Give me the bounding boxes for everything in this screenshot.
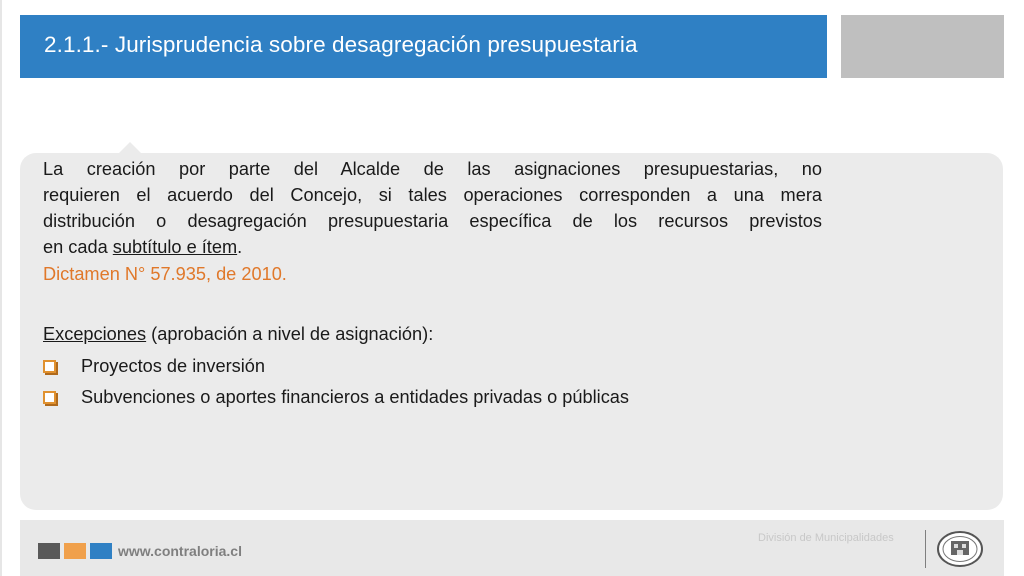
title-side-block (841, 15, 1004, 78)
footer-square-orange (64, 543, 86, 559)
footer-division: División de Municipalidades (758, 532, 894, 544)
footer-square-blue (90, 543, 112, 559)
slide-title: 2.1.1.- Jurisprudencia sobre desagregación presupuestaria (44, 32, 638, 57)
body-line: distribución o desagregación presupuestaria específica de los recursos previstos (43, 211, 822, 231)
list-item-text: Subvenciones o aportes financieros a entidades privadas o públicas (81, 387, 629, 407)
footer-divider (925, 530, 926, 568)
exceptions-rest: (aprobación a nivel de asignación): (146, 324, 434, 344)
body-line: requieren el acuerdo del Concejo, si tales operaciones corresponden a una mera (43, 185, 822, 205)
list-item-text: Proyectos de inversión (81, 356, 265, 376)
ruling-reference: Dictamen N° 57.935, de 2010. (43, 264, 287, 284)
footer-url[interactable]: www.contraloria.cl (118, 543, 242, 559)
body-last-prefix: en cada (43, 237, 113, 257)
checkbox-icon (43, 391, 56, 404)
body-paragraph (43, 156, 822, 260)
contraloria-seal-icon (936, 531, 984, 567)
exceptions-label: Excepciones (43, 324, 147, 344)
title-bar (20, 15, 827, 78)
body-line-last (43, 234, 822, 260)
body-underlined-term: subtítulo e ítem (112, 237, 238, 257)
body-last-suffix: . (237, 237, 243, 257)
body-line: La creación por parte del Alcalde de las asignaciones presupuestarias, no (43, 159, 822, 179)
checkbox-icon (43, 360, 56, 373)
exceptions-heading (43, 324, 433, 345)
left-rule (0, 0, 2, 576)
footer-square-gray (38, 543, 60, 559)
